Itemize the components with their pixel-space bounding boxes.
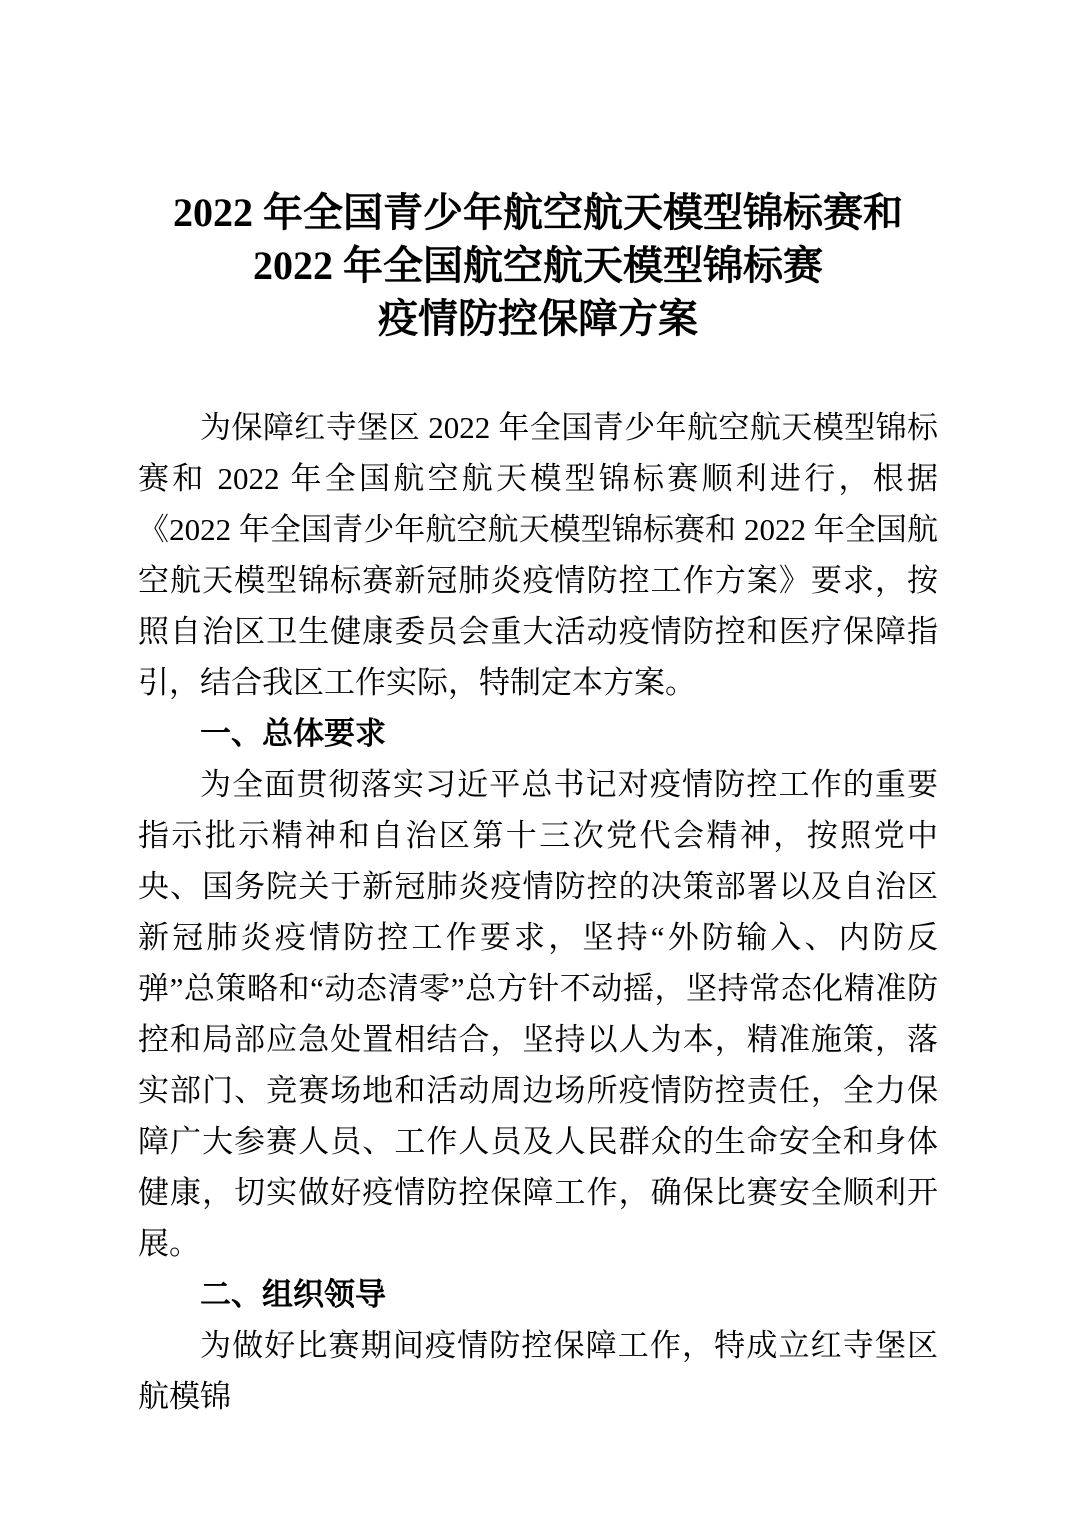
section-heading-1: 一、总体要求 <box>200 716 386 751</box>
document-title-line-2: 2022 年全国航空航天模型锦标赛 <box>253 243 823 288</box>
document-title-line-3: 疫情防控保障方案 <box>378 296 698 341</box>
section-2-paragraph: 为做好比赛期间疫情防控保障工作，特成立红寺堡区航模锦 <box>138 1328 938 1414</box>
section-1-paragraph: 为全面贯彻落实习近平总书记对疫情防控工作的重要指示批示精神和自治区第十三次党代会精神，按照党中央、国务院关于新冠肺炎疫情防控的决策部署以及自治区新冠肺炎疫情防控工作要求，坚持“外防输入、内防反弹”总策略和“动态清零”总方针不动摇，坚持常态化精准防控和局部应急处置相结合，坚持以人为本，精准施策，落实部门、竞赛场地和活动周边场所疫情防控责任，全力保障广大参赛人员、工作人员及人民群众的生命安全和身体健康，切实做好疫情防控保障工作，确保比赛安全顺利开展。 <box>138 767 938 1261</box>
intro-paragraph: 为保障红寺堡区 2022 年全国青少年航空航天模型锦标赛和 2022 年全国航空航天模型锦标赛顺利进行，根据《2022 年全国青少年航空航天模型锦标赛和 2022 年全国航空航天模型锦标赛新冠肺炎疫情防控工作方案》要求，按照自治区卫生健康委员会重大活动疫情防控和医疗保障指引，结合我区工作实际，特制定本方案。 <box>138 410 938 700</box>
document-content <box>138 186 938 1422</box>
document-body <box>138 402 938 1422</box>
section-heading-2: 二、组织领导 <box>200 1277 386 1312</box>
document-title-line-1: 2022 年全国青少年航空航天模型锦标赛和 <box>173 190 903 235</box>
document-title <box>138 186 938 345</box>
